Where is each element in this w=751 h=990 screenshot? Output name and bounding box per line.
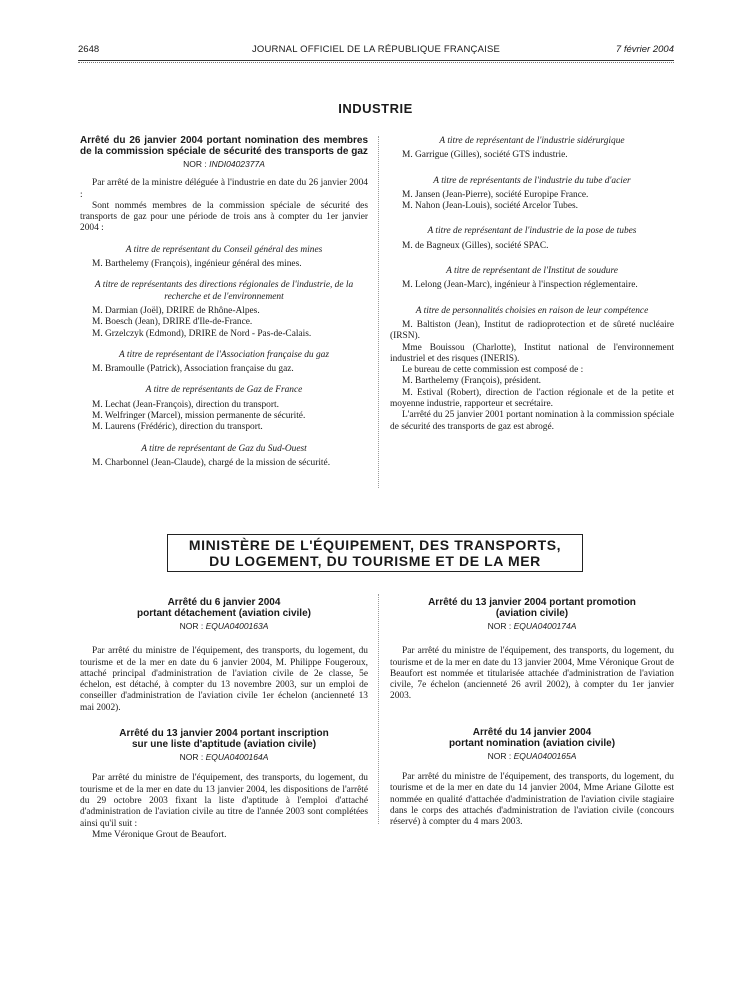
member: M. Barthelemy (François), ingénieur général des mines. bbox=[92, 259, 302, 270]
nor-label: NOR : bbox=[179, 752, 204, 763]
subheading-association-gaz: A titre de représentant de l'Association française du gaz bbox=[119, 349, 329, 360]
member: M. Baltiston (Jean), Institut de radioprotection et de sûreté nucléaire (IRSN). bbox=[390, 319, 674, 342]
member: M. Grzelczyk (Edmond), DRIRE de Nord - Pas-de-Calais. bbox=[92, 328, 312, 339]
section-title-industrie: INDUSTRIE bbox=[338, 101, 413, 116]
subheading-conseil-mines: A titre de représentant du Conseil général des mines bbox=[125, 244, 323, 255]
member: M. Barthelemy (François), président. bbox=[402, 376, 542, 387]
nor-code: EQUA0400163A bbox=[205, 621, 269, 631]
arrete-2-title-line-1: Arrêté du 6 janvier 2004 bbox=[167, 597, 281, 608]
member: M. Nahon (Jean-Louis), société Arcelor Tubes. bbox=[402, 201, 579, 212]
issue-date: 7 février 2004 bbox=[615, 44, 674, 55]
member: M. Charbonnel (Jean-Claude), chargé de la mission de sécurité. bbox=[92, 457, 331, 468]
subheading-tube-acier: A titre de représentants de l'industrie du tube d'acier bbox=[433, 175, 631, 186]
member: M. Boesch (Jean), DRIRE d'Ile-de-France. bbox=[92, 317, 253, 328]
arrete-1-left-column bbox=[80, 136, 368, 469]
member: M. Laurens (Frédéric), direction du transport. bbox=[92, 422, 263, 433]
arrete-5-title-line-1: Arrêté du 14 janvier 2004 bbox=[472, 726, 592, 738]
member: M. Lechat (Jean-François), direction du transport. bbox=[92, 399, 279, 410]
arrete-2-title-line-2: portant détachement (aviation civile) bbox=[137, 608, 311, 619]
arrete-1-para-1: Par arrêté de la ministre déléguée à l'industrie en date du 26 janvier 2004 : bbox=[80, 178, 368, 200]
nor-label: NOR : bbox=[183, 159, 207, 169]
arrete-5-title-line-2: portant nomination (aviation civile) bbox=[448, 737, 616, 749]
arrete-1-nor bbox=[80, 159, 368, 170]
nor-code: EQUA0400174A bbox=[513, 621, 577, 631]
arrete-3-body: Par arrêté du ministre de l'équipement, des transports, du logement, du tourisme et de la mer en date du 13 janvier 2004, les dispositions de l'arrêté du 29 octobre 2003 fixant la liste d'aptitude à l'emploi d'attaché d'administration de l'aviation civile au titre de l'année 2003 sont complétées ainsi qu'il suit : bbox=[80, 773, 368, 829]
nor-label: NOR : bbox=[487, 621, 512, 631]
subheading-pose-tubes: A titre de représentant de l'industrie de la pose de tubes bbox=[427, 226, 637, 237]
column-separator bbox=[378, 136, 379, 488]
subheading-institut-soudure: A titre de représentant de l'Institut de soudure bbox=[446, 266, 618, 277]
header-rule-dotted bbox=[78, 62, 674, 63]
ministry-heading-box bbox=[167, 534, 583, 572]
arrete-5-nor bbox=[390, 751, 674, 762]
arrete-3-title-line-2: sur une liste d'aptitude (aviation civile) bbox=[131, 739, 317, 751]
ministry-heading-line-1: MINISTÈRE DE L'ÉQUIPEMENT, DES TRANSPORTS, bbox=[188, 537, 562, 553]
member: M. Estival (Robert), direction de l'action régionale et de la petite et moyenne industrie, rapporteur et secrétaire. bbox=[390, 387, 674, 410]
arrete-4-body: Par arrêté du ministre de l'équipement, des transports, du logement, du tourisme et de la mer en date du 13 janvier 2004, Mme Véronique Grout de Beaufort est nommée et titularisée attachée d'administration de l'aviation civile, 7e échelon (ancienneté 26 avril 2002), à compter du 1er janvier 2003. bbox=[390, 646, 674, 702]
lower-right-column bbox=[390, 597, 674, 829]
subheading-drire: A titre de représentants des directions régionales de l'industrie, de la recherche et de l'environnement bbox=[94, 280, 354, 302]
member: M. Bramoulle (Patrick), Association française du gaz. bbox=[92, 364, 294, 375]
nor-label: NOR : bbox=[179, 621, 204, 631]
nor-code: EQUA0400164A bbox=[205, 752, 269, 763]
arrete-5-body: Par arrêté du ministre de l'équipement, des transports, du logement, du tourisme et de la mer en date du 14 janvier 2004, Mme Ariane Gilotte est nommée en qualité d'attachée d'administration de l'aviation civile stagiaire dans le corps des attachés d'administration de l'aviation civile (concours réservé) à compter du 4 mars 2003. bbox=[390, 772, 674, 828]
header-rule bbox=[78, 60, 674, 61]
arrete-4-nor bbox=[390, 621, 674, 632]
arrete-1-title: Arrêté du 26 janvier 2004 portant nomination des membres de la commission spéciale de sécurité des transports de gaz bbox=[80, 135, 368, 157]
member: M. Garrigue (Gilles), société GTS industrie. bbox=[402, 150, 568, 161]
ministry-heading-line-2: DU LOGEMENT, DU TOURISME ET DE LA MER bbox=[209, 553, 541, 569]
abrogation-paragraph: L'arrêté du 25 janvier 2001 portant nomination à la commission spéciale de sécurité des transports de gaz est abrogé. bbox=[390, 410, 674, 432]
arrete-1-right-column bbox=[390, 132, 674, 433]
arrete-2-body: Par arrêté du ministre de l'équipement, des transports, du logement, du tourisme et de la mer en date du 6 janvier 2004, M. Philippe Fougeroux, attaché principal d'administration de l'aviation civile de 2e classe, 5e échelon, est détaché, à compter du 13 novembre 2003, sur un emploi de conseiller d'administration de l'aviation civile 1er échelon (ancienneté 13 mai 2002). bbox=[80, 646, 368, 713]
subheading-gaz-de-france: A titre de représentants de Gaz de France bbox=[145, 385, 303, 396]
subheading-gaz-sud-ouest: A titre de représentant de Gaz du Sud-Ouest bbox=[141, 443, 307, 454]
nor-code: EQUA0400165A bbox=[513, 750, 577, 761]
arrete-3-nor bbox=[80, 752, 368, 763]
arrete-4-title-line-1: Arrêté du 13 janvier 2004 portant promotion bbox=[428, 597, 636, 608]
member: M. Lelong (Jean-Marc), ingénieur à l'inspection réglementaire. bbox=[402, 280, 638, 291]
subheading-siderurgie: A titre de représentant de l'industrie sidérurgique bbox=[439, 136, 625, 146]
lower-left-column bbox=[80, 597, 368, 841]
arrete-1-para-2: Sont nommés membres de la commission spéciale de sécurité des transports de gaz pour une période de trois ans à compter du 1er janvier 2004 : bbox=[80, 200, 368, 234]
member: M. Darmian (Joël), DRIRE de Rhône-Alpes. bbox=[92, 305, 260, 316]
member: M. Welfringer (Marcel), mission permanente de sécurité. bbox=[92, 411, 306, 422]
running-header bbox=[78, 44, 674, 58]
arrete-3-name: Mme Véronique Grout de Beaufort. bbox=[92, 829, 227, 840]
subheading-personnalites: A titre de personnalités choisies en raison de leur compétence bbox=[415, 305, 649, 316]
arrete-3-title-line-1: Arrêté du 13 janvier 2004 portant inscription bbox=[119, 728, 329, 740]
arrete-4-title-line-2: (aviation civile) bbox=[495, 608, 569, 619]
page-number: 2648 bbox=[78, 44, 100, 55]
bureau-intro: Le bureau de cette commission est composé de : bbox=[402, 365, 584, 376]
member: M. Jansen (Jean-Pierre), société Europipe France. bbox=[402, 189, 589, 200]
member: Mme Bouissou (Charlotte), Institut national de l'environnement industriel et des risques (INERIS). bbox=[390, 342, 674, 364]
nor-code: INDI0402377A bbox=[209, 159, 265, 169]
column-separator bbox=[378, 594, 379, 824]
journal-title: JOURNAL OFFICIEL DE LA RÉPUBLIQUE FRANÇAISE bbox=[251, 44, 501, 55]
arrete-2-nor bbox=[80, 621, 368, 632]
member: M. de Bagneux (Gilles), société SPAC. bbox=[402, 240, 549, 251]
nor-label: NOR : bbox=[487, 750, 512, 761]
